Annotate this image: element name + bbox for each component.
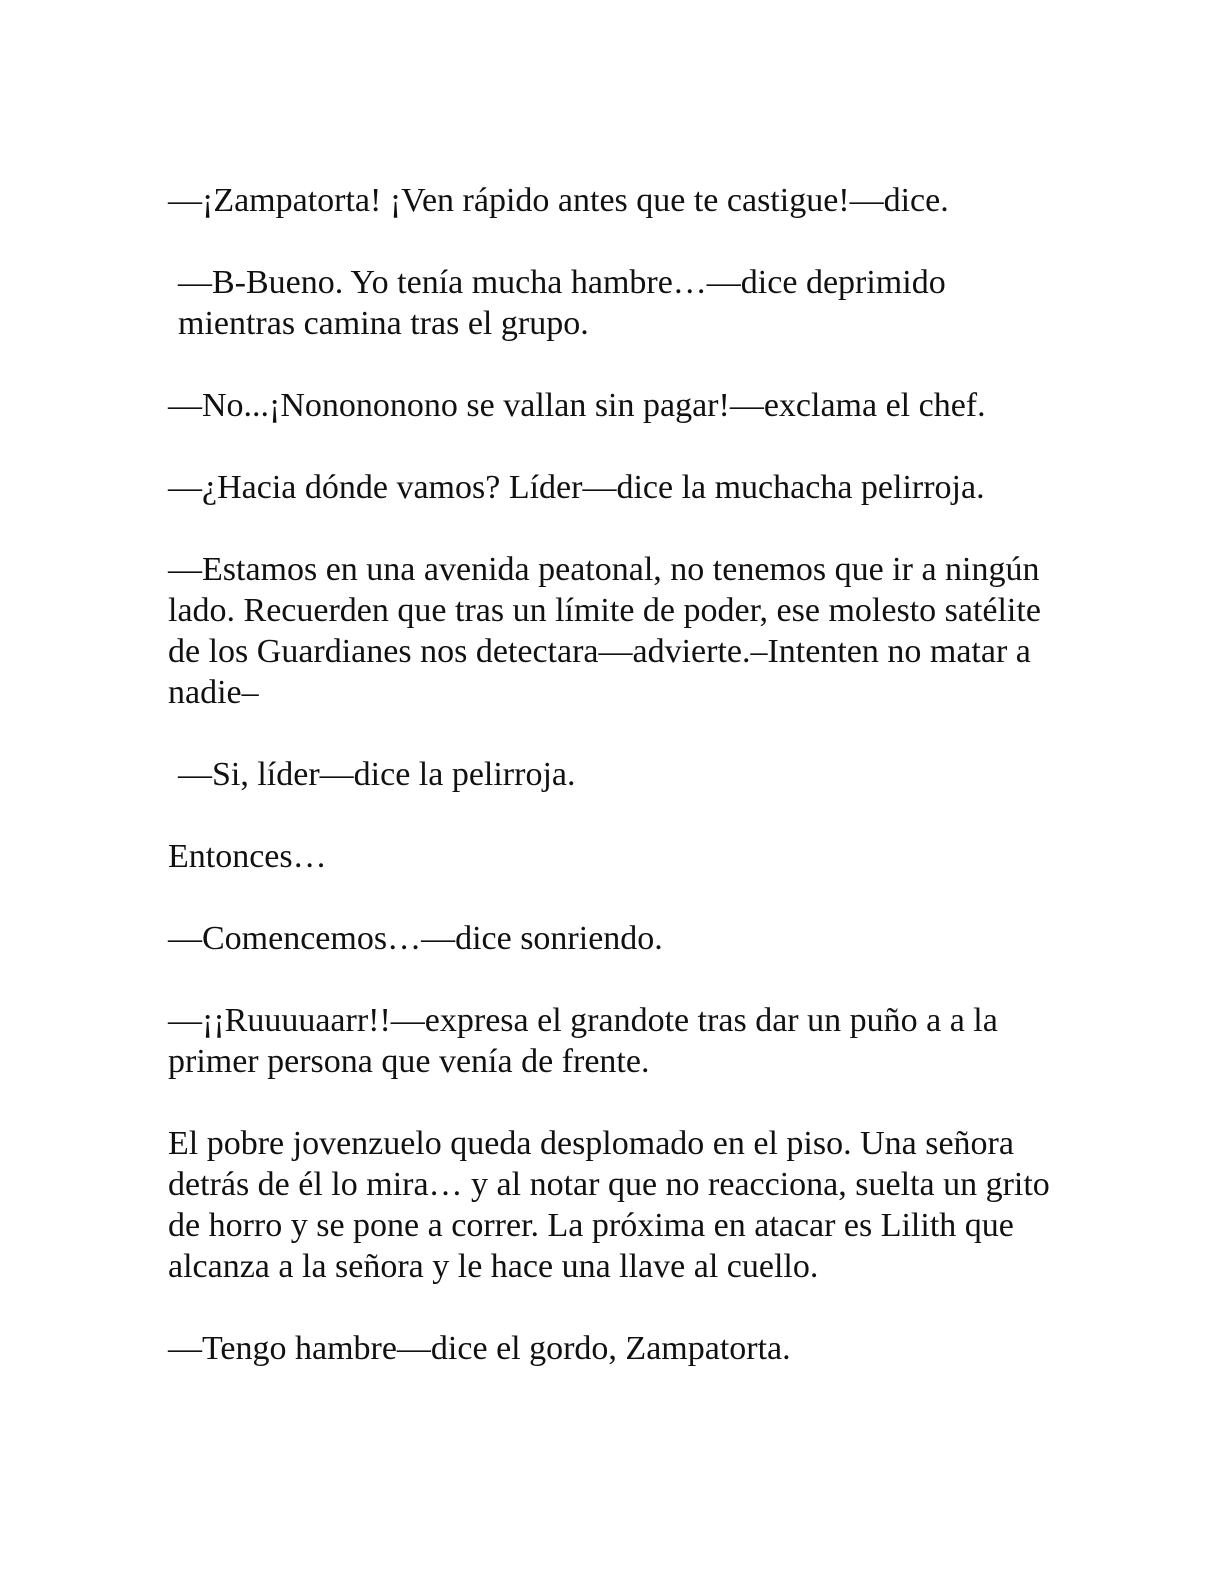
paragraph-4: —¿Hacia dónde vamos? Líder—dice la muchacha pelirroja. [168,469,985,506]
paragraph-2: —B-Bueno. Yo tenía mucha hambre…—dice deprimido mientras camina tras el grupo. [178,264,955,342]
paragraph-8: —Comencemos…—dice sonriendo. [168,920,663,957]
document-body [168,180,1068,1410]
paragraph-7: Entonces… [168,838,327,875]
paragraph-6: —Si, líder—dice la pelirroja. [178,756,576,793]
paragraph-1: —¡Zampatorta! ¡Ven rápido antes que te castigue!—dice. [168,182,949,219]
paragraph-5: —Estamos en una avenida peatonal, no tenemos que ir a ningún lado. Recuerden que tras un límite de poder, ese molesto satélite de los Guardianes nos detectara—advierte.–Intenten no matar a nadie– [168,551,1050,711]
paragraph-3: —No...¡Nonononono se vallan sin pagar!—exclama el chef. [168,387,986,424]
paragraph-9: —¡¡Ruuuuaarr!!—expresa el grandote tras dar un puño a a la primer persona que venía de frente. [168,1002,1007,1080]
paragraph-11: —Tengo hambre—dice el gordo, Zampatorta. [168,1330,791,1367]
paragraph-10: El pobre jovenzuelo queda desplomado en el piso. Una señora detrás de él lo mira… y al notar que no reacciona, suelta un grito de horro y se pone a correr. La próxima en atacar es Lilith que alcanza a la señora y le hace una llave al cuello. [168,1125,1059,1285]
